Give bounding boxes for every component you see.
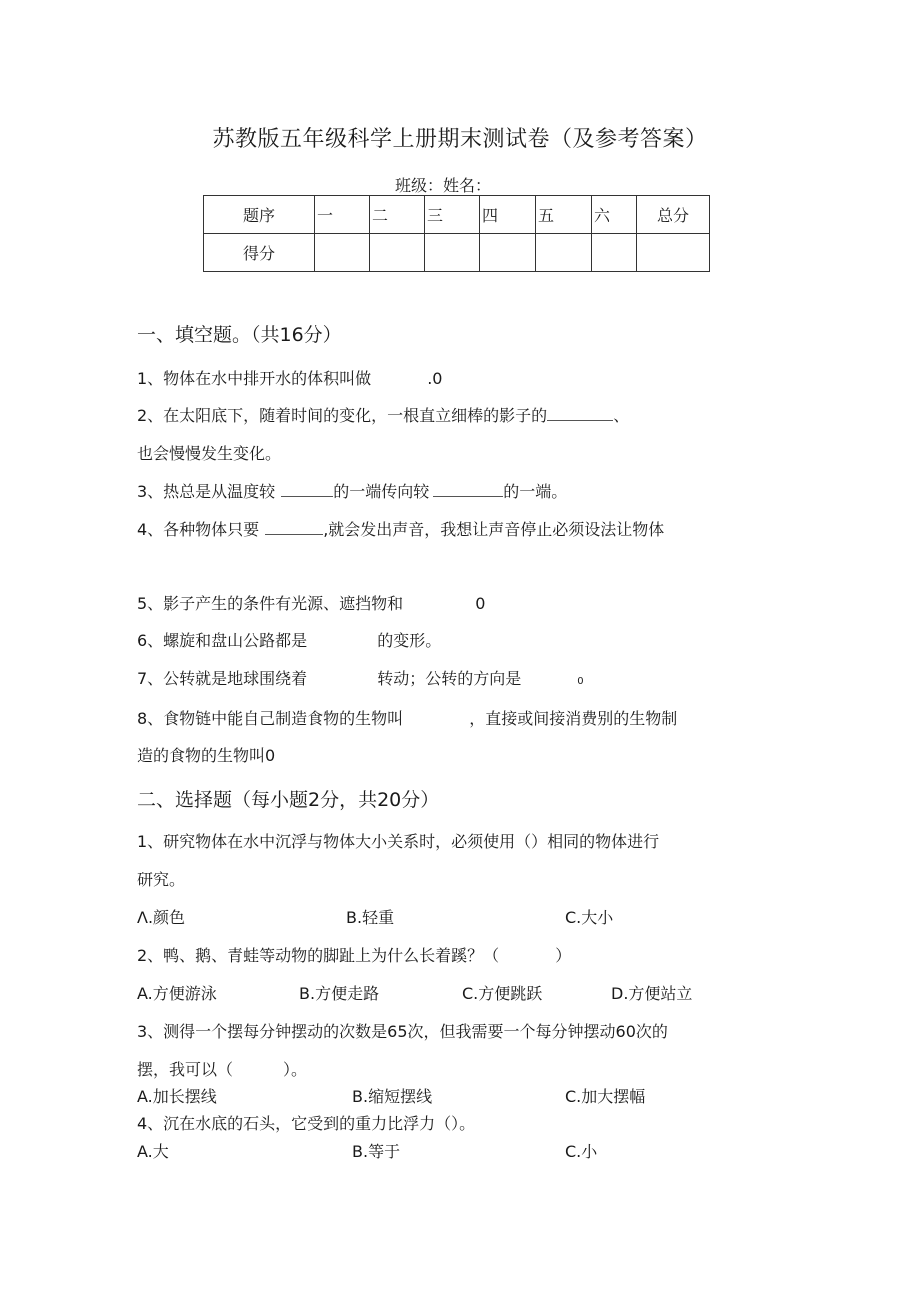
section-2-title: 二、选择题（每小题2分，共20分）: [137, 789, 440, 811]
answer-blank[interactable]: [547, 406, 613, 421]
answer-blank[interactable]: [433, 482, 503, 497]
question-1-2-cont: 也会慢慢发生变化。: [137, 444, 282, 463]
table-cell: 六: [592, 196, 637, 234]
table-cell[interactable]: [480, 234, 536, 272]
option-c[interactable]: C.加大摆幅: [565, 1087, 646, 1106]
option-c[interactable]: C.方便跳跃: [462, 984, 543, 1003]
table-cell[interactable]: [315, 234, 370, 272]
option-a[interactable]: A.方便游泳: [137, 984, 217, 1003]
option-b[interactable]: B.缩短摆线: [352, 1087, 433, 1106]
question-2-4: 4、沉在水底的石头，它受到的重力比浮力（）。: [137, 1114, 476, 1133]
answer-blank[interactable]: [281, 482, 333, 497]
table-cell[interactable]: [370, 234, 425, 272]
table-cell[interactable]: [425, 234, 480, 272]
question-1-4: 4、各种物体只要 ,就会发出声音，我想让声音停止必须设法让物体: [137, 520, 665, 539]
table-cell: 一: [315, 196, 370, 234]
question-2-3-cont: 摆，我可以（ ）。: [137, 1060, 308, 1079]
table-cell: 三: [425, 196, 480, 234]
question-1-8: 8、食物链中能自己制造食物的生物叫 ，直接或间接消费别的生物制: [137, 709, 678, 728]
question-1-7: 7、公转就是地球围绕着 转动；公转的方向是 0: [137, 669, 584, 688]
table-row: [204, 234, 710, 272]
page-title: 苏教版五年级科学上册期末测试卷（及参考答案）: [212, 127, 708, 152]
option-a[interactable]: A.大: [137, 1142, 169, 1161]
table-cell[interactable]: [592, 234, 637, 272]
question-2-1-cont: 研究。: [137, 870, 186, 889]
table-cell: 题序: [204, 196, 315, 234]
question-2-2: 2、鸭、鹅、青蛙等动物的脚趾上为什么长着蹊？（ ）: [137, 946, 572, 965]
question-2-1: 1、研究物体在水中沉浮与物体大小关系时，必须使用（）相同的物体进行: [137, 832, 660, 851]
option-a[interactable]: A.加长摆线: [137, 1087, 217, 1106]
table-row: [204, 196, 710, 234]
option-b[interactable]: B.方便走路: [299, 984, 380, 1003]
option-d[interactable]: D.方便站立: [611, 984, 693, 1003]
question-2-3: 3、测得一个摆每分钟摆动的次数是65次，但我需要一个每分钟摆动60次的: [137, 1022, 668, 1041]
option-a[interactable]: Λ.颜色: [137, 908, 186, 927]
section-1-title: 一、填空题。（共16分）: [137, 324, 342, 346]
table-cell: 五: [536, 196, 592, 234]
option-c[interactable]: C.小: [565, 1142, 598, 1161]
option-c[interactable]: C.大小: [565, 908, 614, 927]
table-cell[interactable]: [637, 234, 710, 272]
table-cell: 四: [480, 196, 536, 234]
option-b[interactable]: B.轻重: [346, 908, 395, 927]
question-1-1: 1、物体在水中排开水的体积叫做 .0: [137, 369, 443, 388]
table-cell: 二: [370, 196, 425, 234]
question-1-2: 2、在太阳底下，随着时间的变化，一根直立细棒的影子的 、: [137, 406, 630, 425]
table-cell: 得分: [204, 234, 315, 272]
table-cell: 总分: [637, 196, 710, 234]
option-b[interactable]: B.等于: [352, 1142, 401, 1161]
question-1-3: 3、热总是从温度较 的一端传向较 的一端。: [137, 482, 568, 501]
score-table: [203, 195, 710, 272]
question-1-8-cont: 造的食物的生物叫0: [137, 746, 276, 765]
table-cell[interactable]: [536, 234, 592, 272]
class-name-line: 班级：姓名：: [395, 176, 492, 195]
answer-blank[interactable]: [265, 520, 323, 535]
question-1-5: 5、影子产生的条件有光源、遮挡物和 0: [137, 594, 486, 613]
question-1-6: 6、螺旋和盘山公路都是 的变形。: [137, 631, 442, 650]
